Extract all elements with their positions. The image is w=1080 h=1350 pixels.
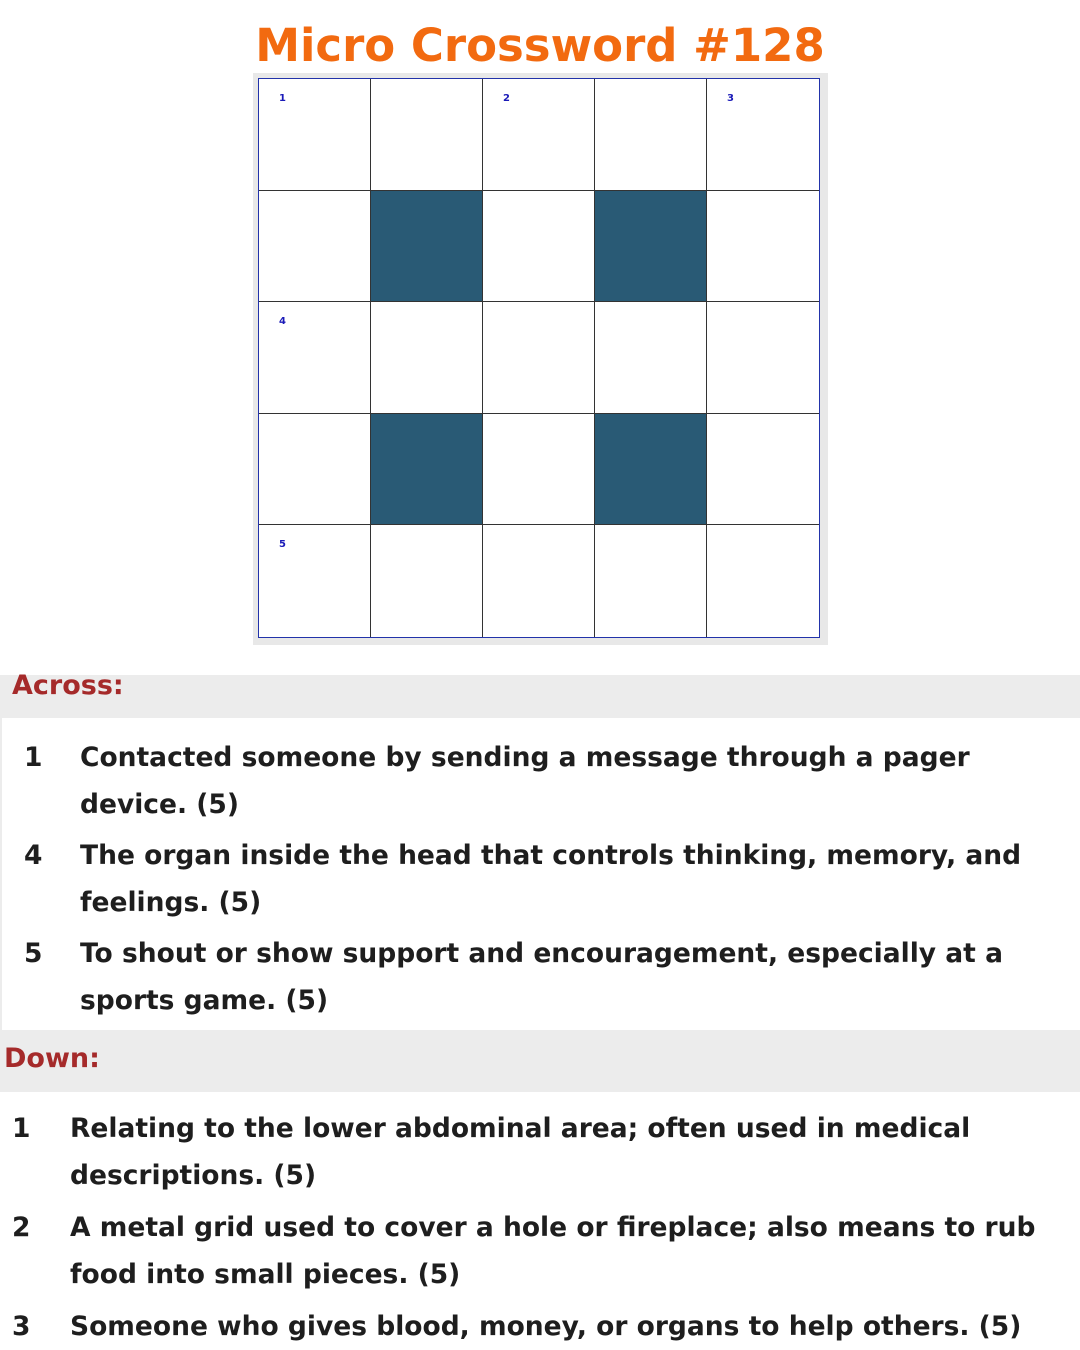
- clue-number: 5: [24, 938, 43, 969]
- grid-cell[interactable]: [259, 414, 371, 526]
- grid-cell[interactable]: [483, 79, 595, 191]
- across-clue: [24, 930, 1064, 1024]
- clue-text: Someone who gives blood, money, or organs to help others. (5): [70, 1311, 1022, 1342]
- across-heading: Across:: [0, 675, 1080, 718]
- clue-text: A metal grid used to cover a hole or fireplace; also means to rub food into small pieces. (5): [70, 1212, 1036, 1290]
- across-clue: [24, 734, 1064, 828]
- down-heading: Down:: [0, 1030, 1080, 1092]
- clue-number: 1: [12, 1113, 31, 1144]
- clue-text: Contacted someone by sending a message through a pager device. (5): [80, 742, 970, 820]
- grid-cell[interactable]: [595, 79, 707, 191]
- grid-cell[interactable]: [371, 302, 483, 414]
- grid-cell[interactable]: [483, 414, 595, 526]
- clue-text: The organ inside the head that controls thinking, memory, and feelings. (5): [80, 840, 1022, 918]
- down-clue: [12, 1105, 1074, 1199]
- cell-number: 3: [727, 93, 734, 104]
- clue-number: 3: [12, 1311, 31, 1342]
- cell-number: 5: [279, 539, 286, 551]
- across-clues-panel: [0, 718, 1080, 1030]
- down-clue: [12, 1204, 1074, 1298]
- grid-cell[interactable]: [595, 302, 707, 414]
- across-clue: [24, 832, 1064, 926]
- grid-cell[interactable]: [259, 79, 371, 191]
- grid-cell[interactable]: [371, 525, 483, 637]
- grid-cell[interactable]: [259, 302, 371, 414]
- grid-cell[interactable]: [483, 302, 595, 414]
- crossword-grid: [258, 78, 820, 638]
- grid-cell[interactable]: [371, 79, 483, 191]
- grid-cell[interactable]: [483, 191, 595, 303]
- grid-cell[interactable]: [707, 191, 819, 303]
- cell-number: 1: [279, 93, 286, 104]
- grid-cell[interactable]: [707, 302, 819, 414]
- clue-number: 2: [12, 1212, 31, 1243]
- clue-number: 4: [24, 840, 43, 871]
- black-square: [595, 414, 707, 526]
- grid-cell[interactable]: [259, 525, 371, 637]
- cell-number: 4: [279, 316, 286, 328]
- black-square: [371, 191, 483, 303]
- down-clue: [12, 1303, 1074, 1350]
- clue-text: To shout or show support and encouragement, especially at a sports game. (5): [80, 938, 1003, 1016]
- grid-cell[interactable]: [483, 525, 595, 637]
- grid-cell[interactable]: [259, 191, 371, 303]
- clue-text: Relating to the lower abdominal area; often used in medical descriptions. (5): [70, 1113, 971, 1191]
- black-square: [595, 191, 707, 303]
- cell-number: 2: [503, 93, 510, 104]
- grid-cell[interactable]: [707, 525, 819, 637]
- grid-cell[interactable]: [707, 79, 819, 191]
- clue-number: 1: [24, 742, 43, 773]
- black-square: [371, 414, 483, 526]
- puzzle-title: Micro Crossword #128: [255, 19, 825, 72]
- grid-cell[interactable]: [707, 414, 819, 526]
- grid-cell[interactable]: [595, 525, 707, 637]
